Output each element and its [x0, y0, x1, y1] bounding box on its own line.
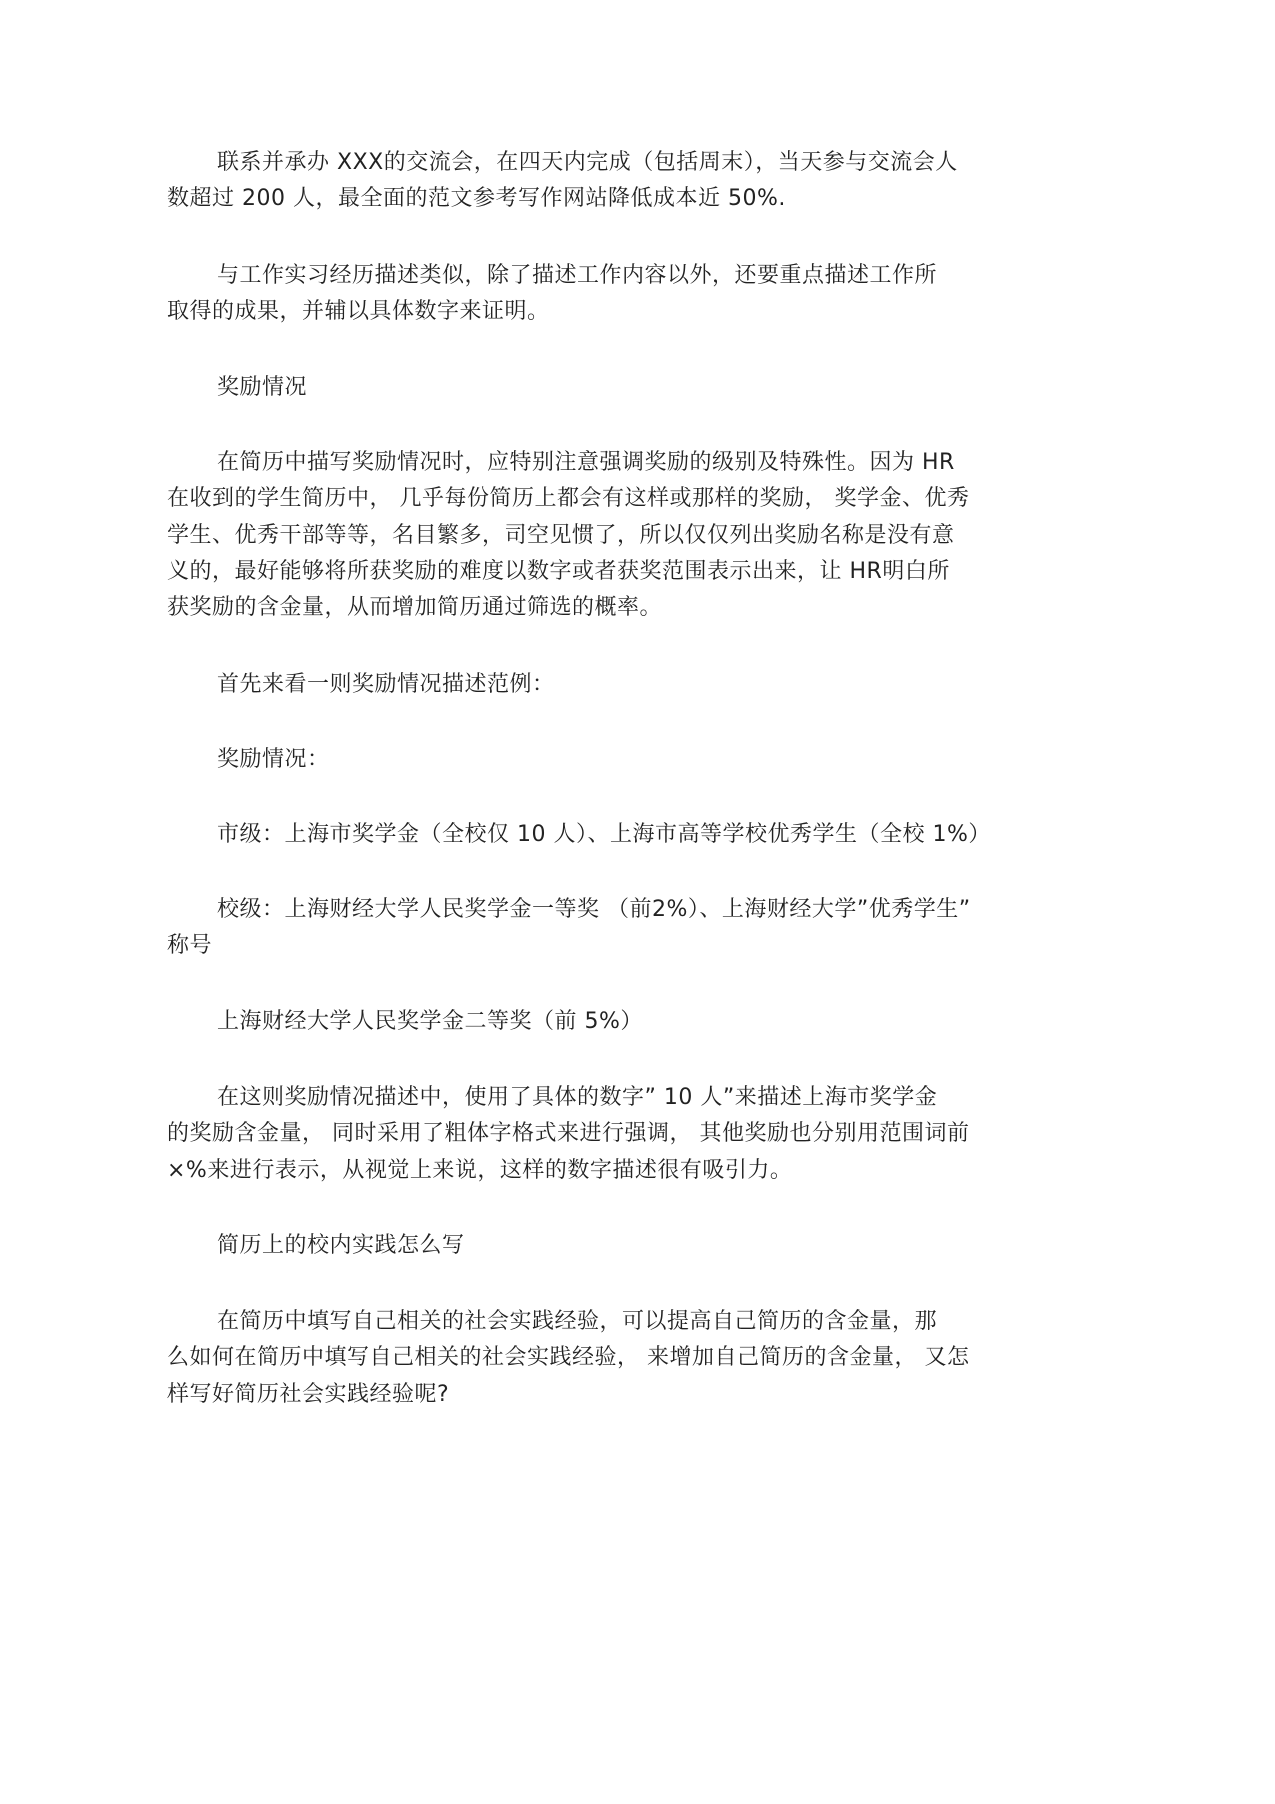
award-school-level-line-1: 校级：上海财经大学人民奖学金一等奖 （前2%）、上海财经大学”优秀学生”: [217, 897, 971, 922]
paragraph-4-line-3: 学生、优秀干部等等，名目繁多，司空见惯了，所以仅仅列出奖励名称是没有意: [167, 523, 955, 548]
paragraph-10-line-3: ×%来进行表示，从视觉上来说，这样的数字描述很有吸引力。: [167, 1158, 793, 1183]
award-city-level: 市级：上海市奖学金（全校仅 10 人）、上海市高等学校优秀学生（全校 1%）: [217, 822, 991, 847]
paragraph-4-line-4: 义的，最好能够将所获奖励的难度以数字或者获奖范围表示出来，让 HR明白所: [167, 559, 950, 584]
paragraph-4-line-5: 获奖励的含金量，从而增加简历通过筛选的概率。: [167, 595, 663, 620]
paragraph-2-line-1: 与工作实习经历描述类似，除了描述工作内容以外，还要重点描述工作所: [217, 263, 938, 288]
section-heading-practice: 简历上的校内实践怎么写: [217, 1233, 465, 1258]
paragraph-1-line-2: 数超过 200 人，最全面的范文参考写作网站降低成本近 50%.: [167, 186, 786, 211]
paragraph-12-line-3: 样写好简历社会实践经验呢?: [167, 1382, 450, 1407]
paragraph-2-line-2: 取得的成果，并辅以具体数字来证明。: [167, 299, 550, 324]
award-school-level-line-2: 称号: [167, 933, 213, 958]
paragraph-12-line-2: 么如何在简历中填写自己相关的社会实践经验， 来增加自己简历的含金量， 又怎: [167, 1345, 970, 1370]
paragraph-10-line-2: 的奖励含金量， 同时采用了粗体字格式来进行强调， 其他奖励也分别用范围词前: [167, 1121, 970, 1146]
paragraph-10-line-1: 在这则奖励情况描述中，使用了具体的数字” 10 人”来描述上海市奖学金: [217, 1085, 938, 1110]
paragraph-1-line-1: 联系并承办 XXX的交流会，在四天内完成（包括周末），当天参与交流会人: [217, 150, 958, 175]
paragraph-4-line-2: 在收到的学生简历中， 几乎每份简历上都会有这样或那样的奖励， 奖学金、优秀: [167, 486, 970, 511]
paragraph-4-line-1: 在简历中描写奖励情况时，应特别注意强调奖励的级别及特殊性。因为 HR: [217, 450, 955, 475]
awards-label: 奖励情况：: [217, 747, 330, 772]
paragraph-5-line-1: 首先来看一则奖励情况描述范例：: [217, 672, 555, 697]
award-second-class: 上海财经大学人民奖学金二等奖（前 5%）: [217, 1009, 643, 1034]
section-heading-awards: 奖励情况: [217, 375, 308, 400]
paragraph-12-line-1: 在简历中填写自己相关的社会实践经验，可以提高自己简历的含金量，那: [217, 1309, 938, 1334]
